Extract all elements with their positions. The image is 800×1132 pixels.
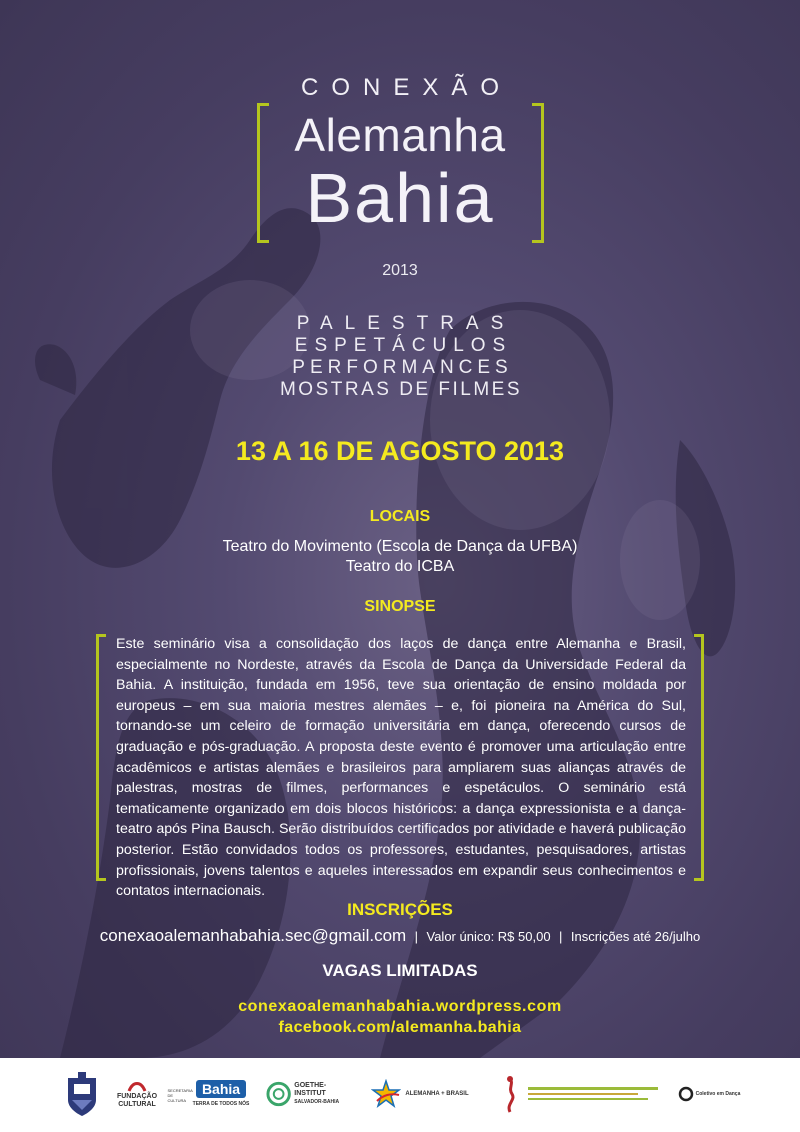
contact-email[interactable]: conexaoalemanhabahia.sec@gmail.com bbox=[99, 926, 407, 945]
website-link[interactable]: conexaoalemanhabahia.wordpress.com bbox=[238, 998, 562, 1015]
programa-pos-graduacao-logo bbox=[528, 1082, 658, 1106]
activity-item: ESPETÁCULOS bbox=[294, 335, 513, 356]
dancer-icon bbox=[492, 1074, 528, 1114]
bahia-governo-logo bbox=[188, 1076, 254, 1112]
title-alemanha: Alemanha bbox=[294, 109, 506, 161]
bahia-governo-text: Bahia bbox=[196, 1080, 246, 1098]
activities-list bbox=[0, 313, 800, 401]
venue-item: Teatro do Movimento (Escola de Dança da UFBA) bbox=[222, 538, 578, 555]
star-icon bbox=[371, 1079, 401, 1109]
limited-seats-notice: VAGAS LIMITADAS bbox=[322, 961, 478, 980]
synopsis-bracket-left bbox=[96, 634, 106, 881]
title-conexao: CONEXÃO bbox=[300, 74, 513, 101]
price-info: Valor único: R$ 50,00 bbox=[426, 929, 551, 944]
venue-item: Teatro do ICBA bbox=[345, 558, 455, 575]
synopsis-bracket-right bbox=[694, 634, 704, 881]
sinopse-heading: SINOPSE bbox=[364, 598, 436, 615]
separator: | bbox=[414, 929, 419, 944]
inscricoes-heading: INSCRIÇÕES bbox=[347, 900, 453, 919]
locais-heading: LOCAIS bbox=[369, 508, 431, 525]
coletivo-logo bbox=[674, 1082, 744, 1106]
title-bahia: Bahia bbox=[305, 159, 495, 237]
event-year: 2013 bbox=[382, 262, 418, 279]
event-dates: 13 A 16 DE AGOSTO 2013 bbox=[235, 436, 565, 466]
facebook-link[interactable]: facebook.com/alemanha.bahia bbox=[278, 1019, 522, 1036]
activity-item: PERFORMANCES bbox=[292, 357, 513, 378]
deadline-info: Inscrições até 26/julho bbox=[570, 929, 701, 944]
coletivo-icon bbox=[678, 1086, 694, 1102]
alemanha-brasil-logo bbox=[370, 1074, 470, 1114]
bahia-governo-sub: TERRA DE TODOS NÓS bbox=[192, 1101, 250, 1107]
activity-item: PALESTRAS bbox=[296, 313, 516, 334]
coletivo-text: Coletivo em Dança bbox=[695, 1091, 741, 1097]
sponsor-footer bbox=[0, 1058, 800, 1132]
danca-logo bbox=[490, 1072, 530, 1116]
goethe-icon bbox=[266, 1081, 291, 1107]
fundacao-cultural-text: FUNDAÇÃO CULTURAL bbox=[116, 1093, 158, 1108]
fundacao-cultural-logo bbox=[118, 1078, 156, 1112]
goethe-institut-logo bbox=[266, 1076, 356, 1112]
goethe-institut-text: GOETHE-INSTITUT bbox=[294, 1082, 327, 1097]
ufba-crest-logo bbox=[64, 1070, 100, 1120]
secretaria-cultura-logo bbox=[167, 1082, 193, 1108]
goethe-institut-sub: SALVADOR-BAHIA bbox=[294, 1099, 340, 1105]
activity-item: MOSTRAS DE FILMES bbox=[279, 379, 523, 400]
secretaria-cultura-text: SECRETARIA DE CULTURA bbox=[167, 1087, 193, 1103]
alemanha-brasil-text: ALEMANHA + BRASIL bbox=[405, 1091, 469, 1097]
registration-info bbox=[0, 926, 800, 946]
separator: | bbox=[559, 929, 563, 944]
synopsis-text: Este seminário visa a consolidação dos laços de dança entre Alemanha e Brasil, especialmente no Nordeste, através da Escola de Dança da Universidade Federal da Bahia. A instituição, fundada em 1956, teve sua orientação de ensino moldada por europeus – em sua maioria mestres alemães – e, foi pioneira na América do Sul, tornando-se um celeiro de formação universitária em dança, oferecendo cursos de graduação e pós-graduação. A proposta deste evento é promover uma articulação entre acadêmicos e artistas alemães e brasileiros para ampliarem suas alianças através de palestras, mostras de filmes, performances e espetáculos. O seminário está tematicamente organizado em dois blocos históricos: a dança expressionista e a dança-teatro após Pina Bausch. Serão distribuídos certificados por atividade e haverá publicação posterior. Estão convidados todos os professores, estudantes, pesquisadores, artistas profissionais, jovens talentos e aqueles interessados em expandir seus conhecimentos e contatos internacionais. bbox=[116, 636, 686, 900]
